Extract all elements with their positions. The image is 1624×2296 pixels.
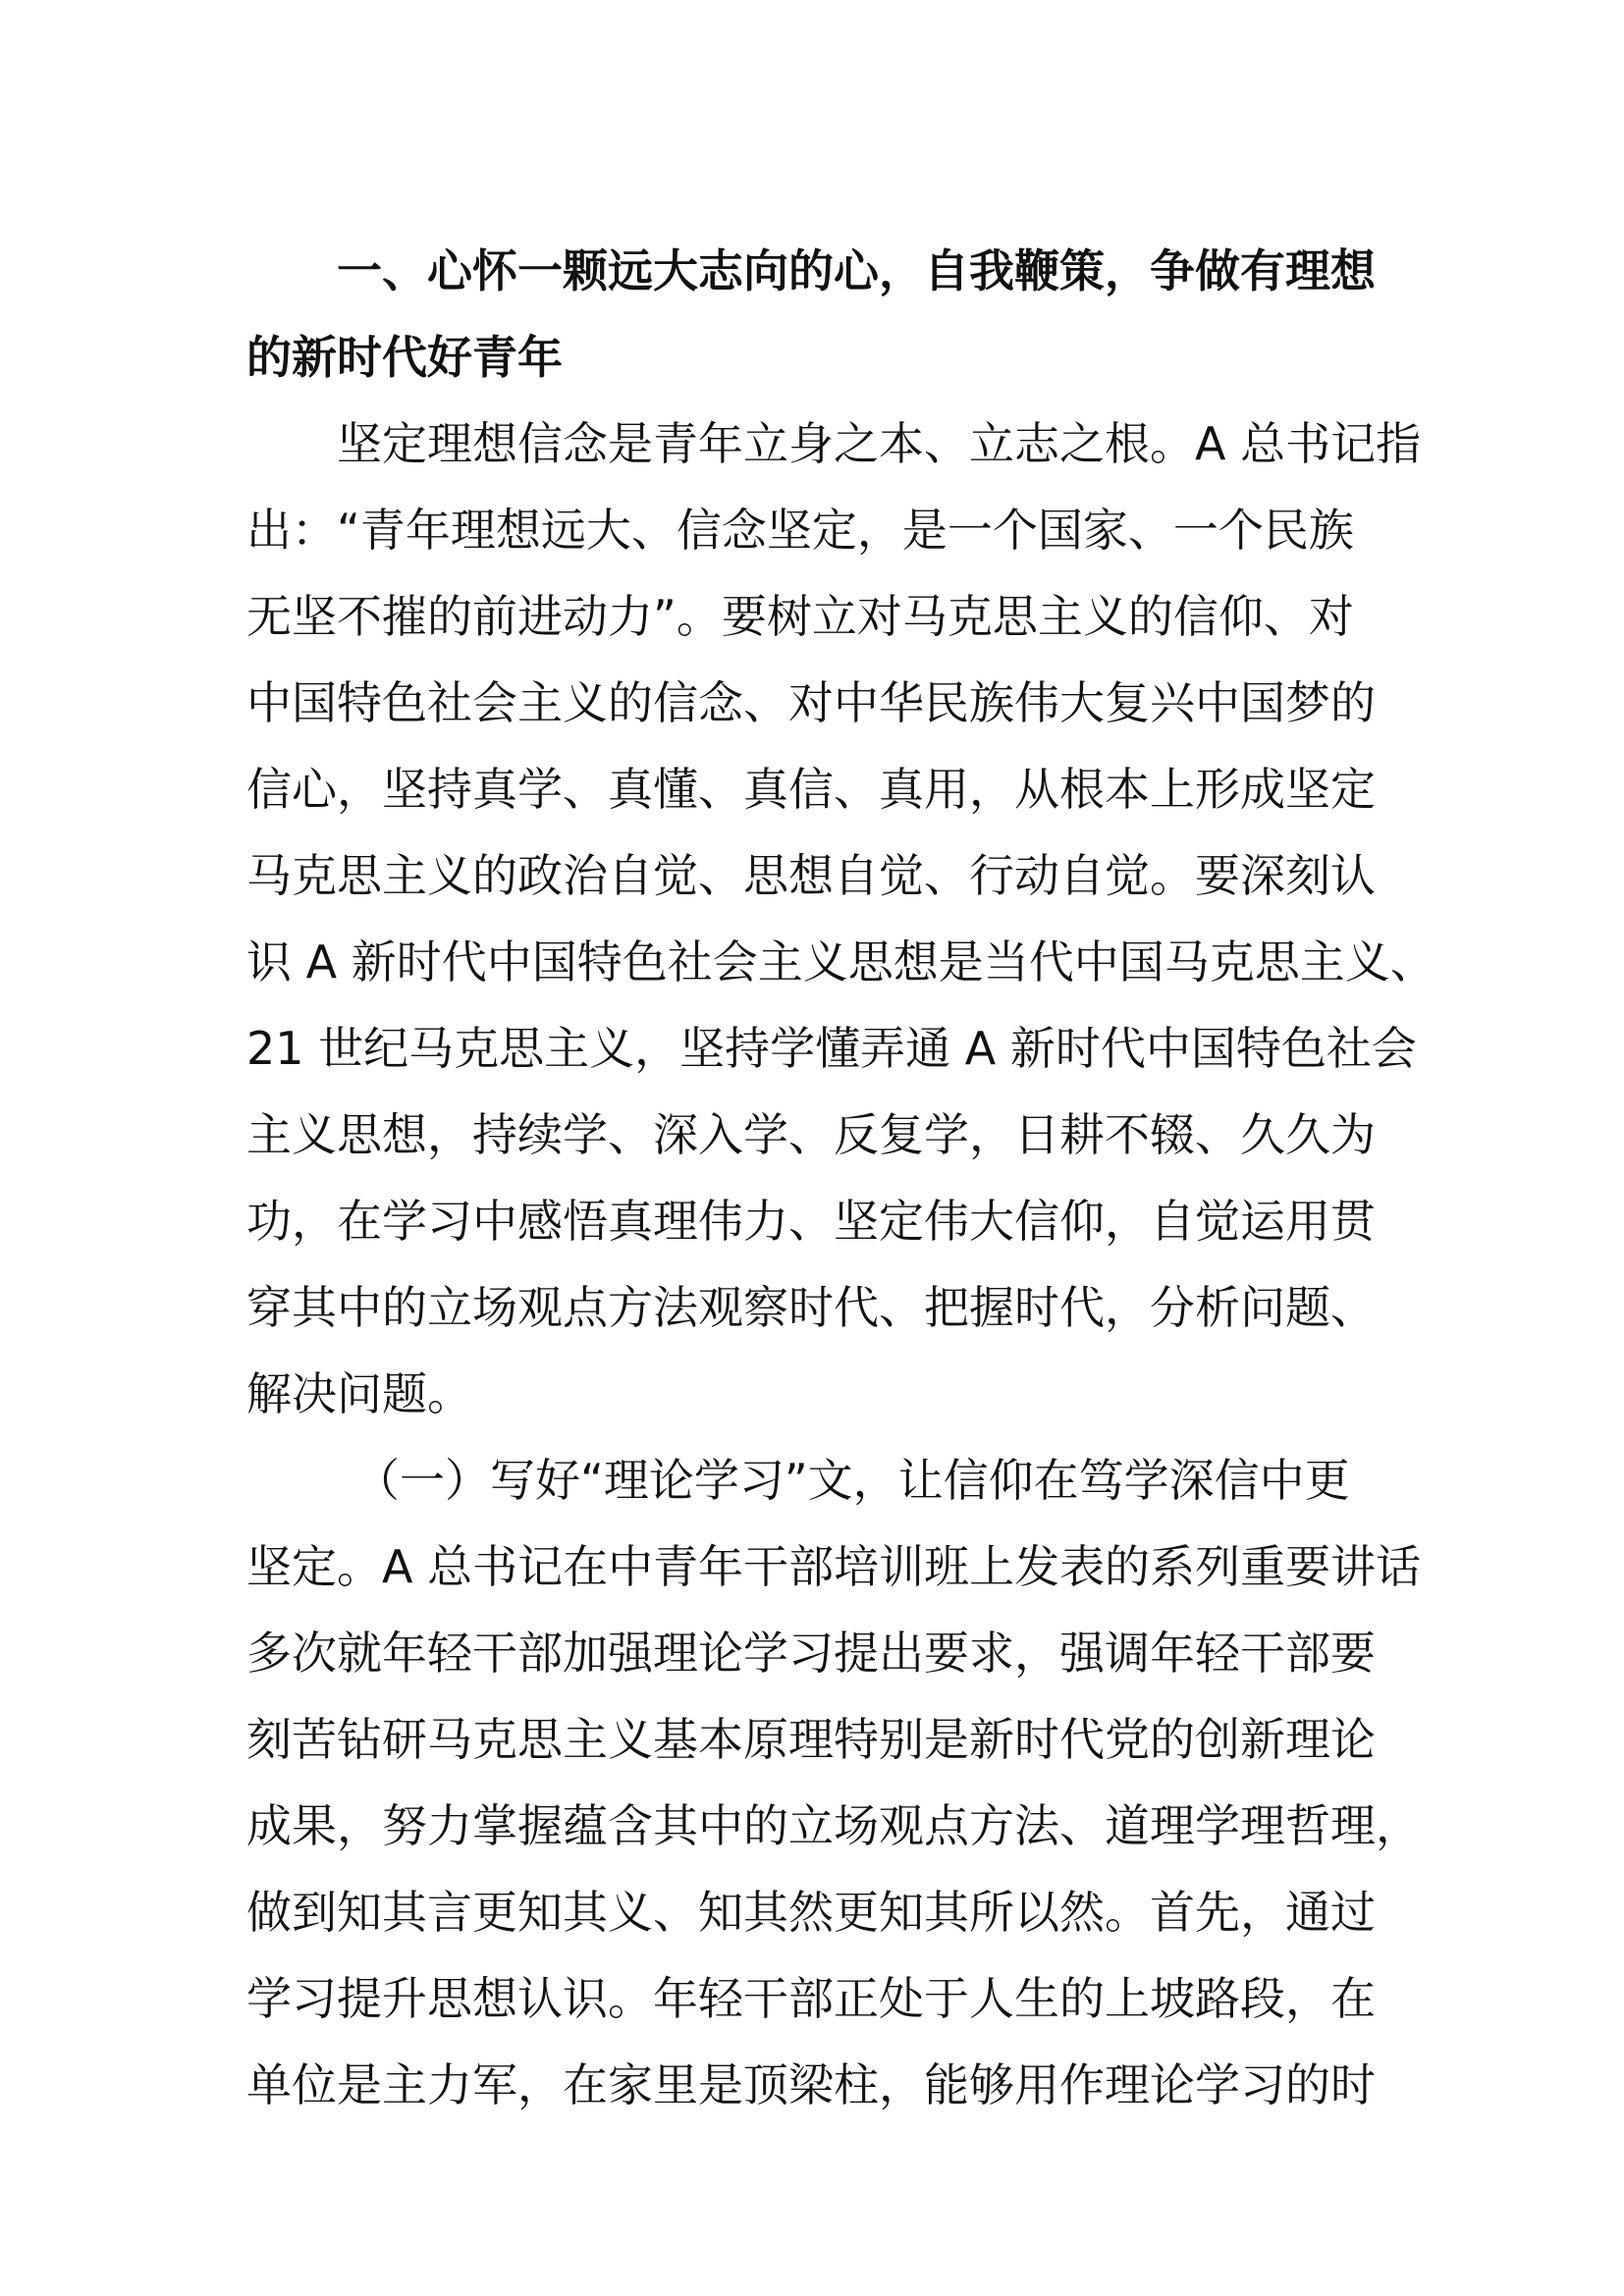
paragraph-2-line-5: 成果，努力掌握蕴含其中的立场观点方法、道理学理哲理， xyxy=(246,1799,1421,1852)
paragraph-1-line-1: 坚定理想信念是青年立身之本、立志之根。A 总书记指 xyxy=(337,417,1422,470)
paragraph-2-line-4: 刻苦钻研马克思主义基本原理特别是新时代党的创新理论 xyxy=(246,1713,1376,1766)
section-heading-line-2: 的新时代好青年 xyxy=(246,331,563,384)
paragraph-1-line-11: 穿其中的立场观点方法观察时代、把握时代，分析问题、 xyxy=(246,1281,1376,1334)
paragraph-1-line-9: 主义思想，持续学、深入学、反复学，日耕不辍、久久为 xyxy=(246,1108,1376,1161)
paragraph-1-line-12: 解决问题。 xyxy=(246,1367,472,1420)
paragraph-2-line-2: 坚定。A 总书记在中青年干部培训班上发表的系列重要讲话 xyxy=(246,1540,1422,1593)
paragraph-1-line-3: 无坚不摧的前进动力”。要树立对马克思主义的信仰、对 xyxy=(246,590,1354,643)
paragraph-1-line-10: 功，在学习中感悟真理伟力、坚定伟大信仰，自觉运用贯 xyxy=(246,1195,1376,1248)
paragraph-1-line-7: 识 A 新时代中国特色社会主义思想是当代中国马克思主义、 xyxy=(246,935,1435,988)
paragraph-2-line-6: 做到知其言更知其义、知其然更知其所以然。首先，通过 xyxy=(246,1886,1376,1939)
paragraph-2-line-1: （一）写好“理论学习”文，让信仰在笃学深信中更 xyxy=(354,1454,1350,1507)
paragraph-2-line-7: 学习提升思想认识。年轻干部正处于人生的上坡路段，在 xyxy=(246,1972,1376,2025)
paragraph-2-line-8: 单位是主力军，在家里是顶梁柱，能够用作理论学习的时 xyxy=(246,2058,1376,2111)
document-body xyxy=(246,228,1435,2128)
paragraph-2-line-3: 多次就年轻干部加强理论学习提出要求，强调年轻干部要 xyxy=(246,1627,1376,1680)
paragraph-1-line-2: 出：“青年理想远大、信念坚定，是一个国家、一个民族 xyxy=(246,504,1354,557)
paragraph-1-line-6: 马克思主义的政治自觉、思想自觉、行动自觉。要深刻认 xyxy=(246,849,1376,902)
section-heading-line-1: 一、心怀一颗远大志向的心，自我鞭策，争做有理想 xyxy=(337,244,1376,297)
paragraph-1-line-4: 中国特色社会主义的信念、对中华民族伟大复兴中国梦的 xyxy=(246,676,1376,729)
paragraph-1-line-5: 信心，坚持真学、真懂、真信、真用，从根本上形成坚定 xyxy=(246,763,1376,816)
paragraph-1-line-8: 21 世纪马克思主义，坚持学懂弄通 A 新时代中国特色社会 xyxy=(246,1022,1417,1075)
